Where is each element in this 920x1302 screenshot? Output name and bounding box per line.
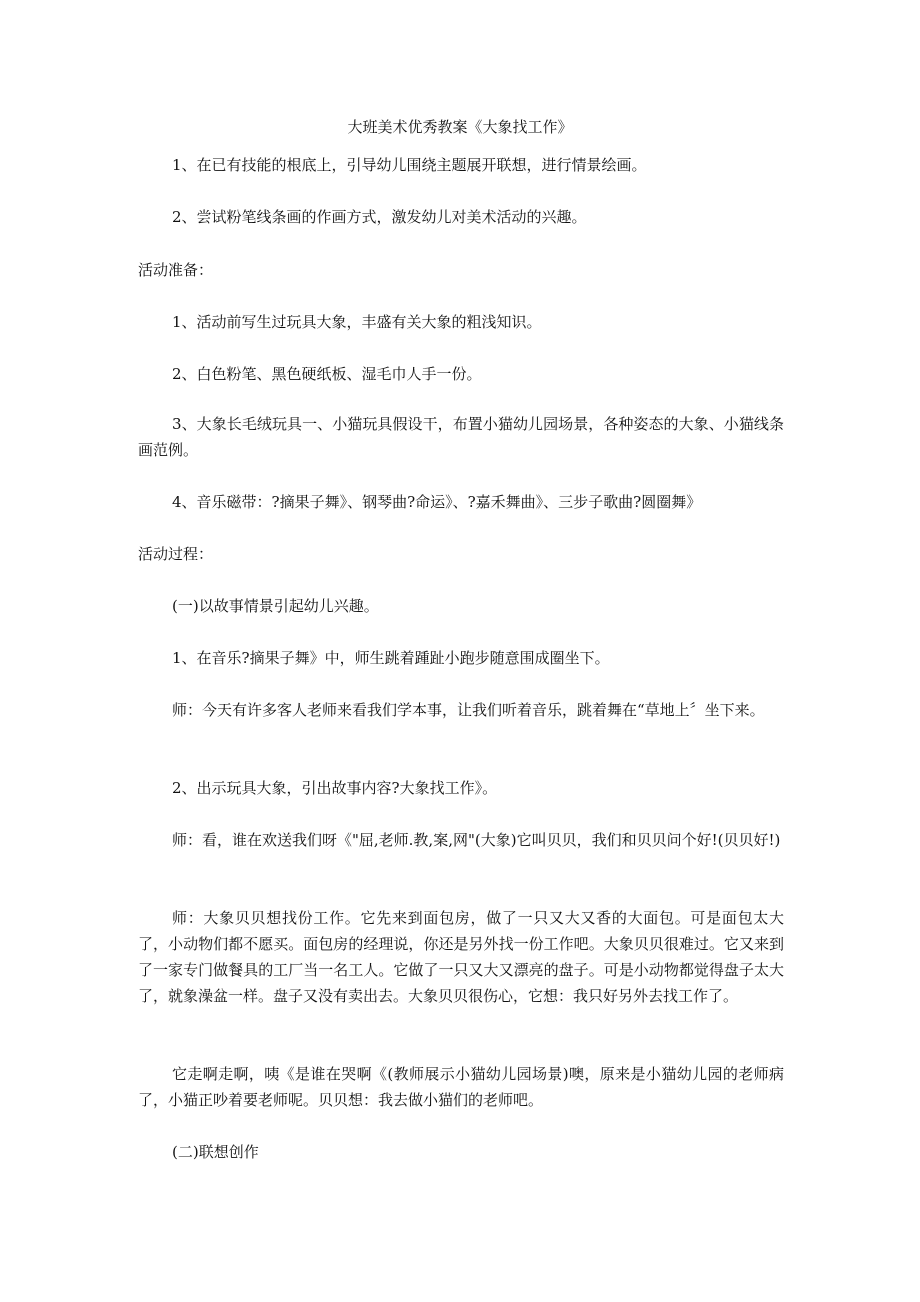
section-heading-creation: (二)联想创作 xyxy=(172,1143,259,1161)
paragraph-story-continued: 它走啊走啊，咦《是谁在哭啊《(教师展示小猫幼儿园场景)噢，原来是小猫幼儿园的老师病了，小猫正吵着要老师呢。贝贝想：我去做小猫们的老师吧。 xyxy=(138,1065,784,1109)
paragraph-teacher-story: 师：大象贝贝想找份工作。它先来到面包房，做了一只又大又香的大面包。可是面包太大了，小动物们都不愿买。面包房的经理说，你还是另外找一份工作吧。大象贝贝很难过。它又来到了一家专门做餐具的工厂当一名工人。它做了一只又大又漂亮的盘子。可是小动物都觉得盘子太大了，就象澡盆一样。盘子又没有卖出去。大象贝贝很伤心，它想：我只好另外去找工作了。 xyxy=(138,909,784,1005)
paragraph-prep-1: 1、活动前写生过玩具大象，丰盛有关大象的粗浅知识。 xyxy=(172,313,542,331)
paragraph-goal-1: 1、在已有技能的根底上，引导幼儿围绕主题展开联想，进行情景绘画。 xyxy=(172,156,647,174)
paragraph-goal-2: 2、尝试粉笔线条画的作画方式，激发幼儿对美术活动的兴趣。 xyxy=(172,208,587,226)
paragraph-step-1-1: 1、在音乐?摘果子舞》中，师生跳着踵趾小跑步随意围成圈坐下。 xyxy=(172,649,610,667)
paragraph-prep-3: 3、大象长毛绒玩具一、小猫玩具假设干，布置小猫幼儿园场景，各种姿态的大象、小猫线条画范例。 xyxy=(138,415,784,459)
paragraph-teacher-2: 师：看，谁在欢送我们呀《"屈,老师.教,案,网"(大象)它叫贝贝，我们和贝贝问个好!(贝贝好!) xyxy=(172,831,781,849)
paragraph-teacher-1: 师：今天有许多客人老师来看我们学本事，让我们听着音乐，跳着舞在“草地上〞坐下来。 xyxy=(172,701,765,719)
section-heading-preparation: 活动准备： xyxy=(138,261,214,279)
section-heading-process: 活动过程： xyxy=(138,545,214,563)
document-title: 大班美术优秀教案《大象找工作》 xyxy=(347,118,573,136)
paragraph-step-1-2: 2、出示玩具大象，引出故事内容?大象找工作》。 xyxy=(172,779,498,797)
paragraph-step-1: (一)以故事情景引起幼儿兴趣。 xyxy=(172,597,379,615)
paragraph-prep-4: 4、音乐磁带：?摘果子舞》、钢琴曲?命运》、?嘉禾舞曲》、三步子歌曲?圆圈舞》 xyxy=(172,493,702,511)
paragraph-prep-2: 2、白色粉笔、黑色硬纸板、湿毛巾人手一份。 xyxy=(172,365,482,383)
